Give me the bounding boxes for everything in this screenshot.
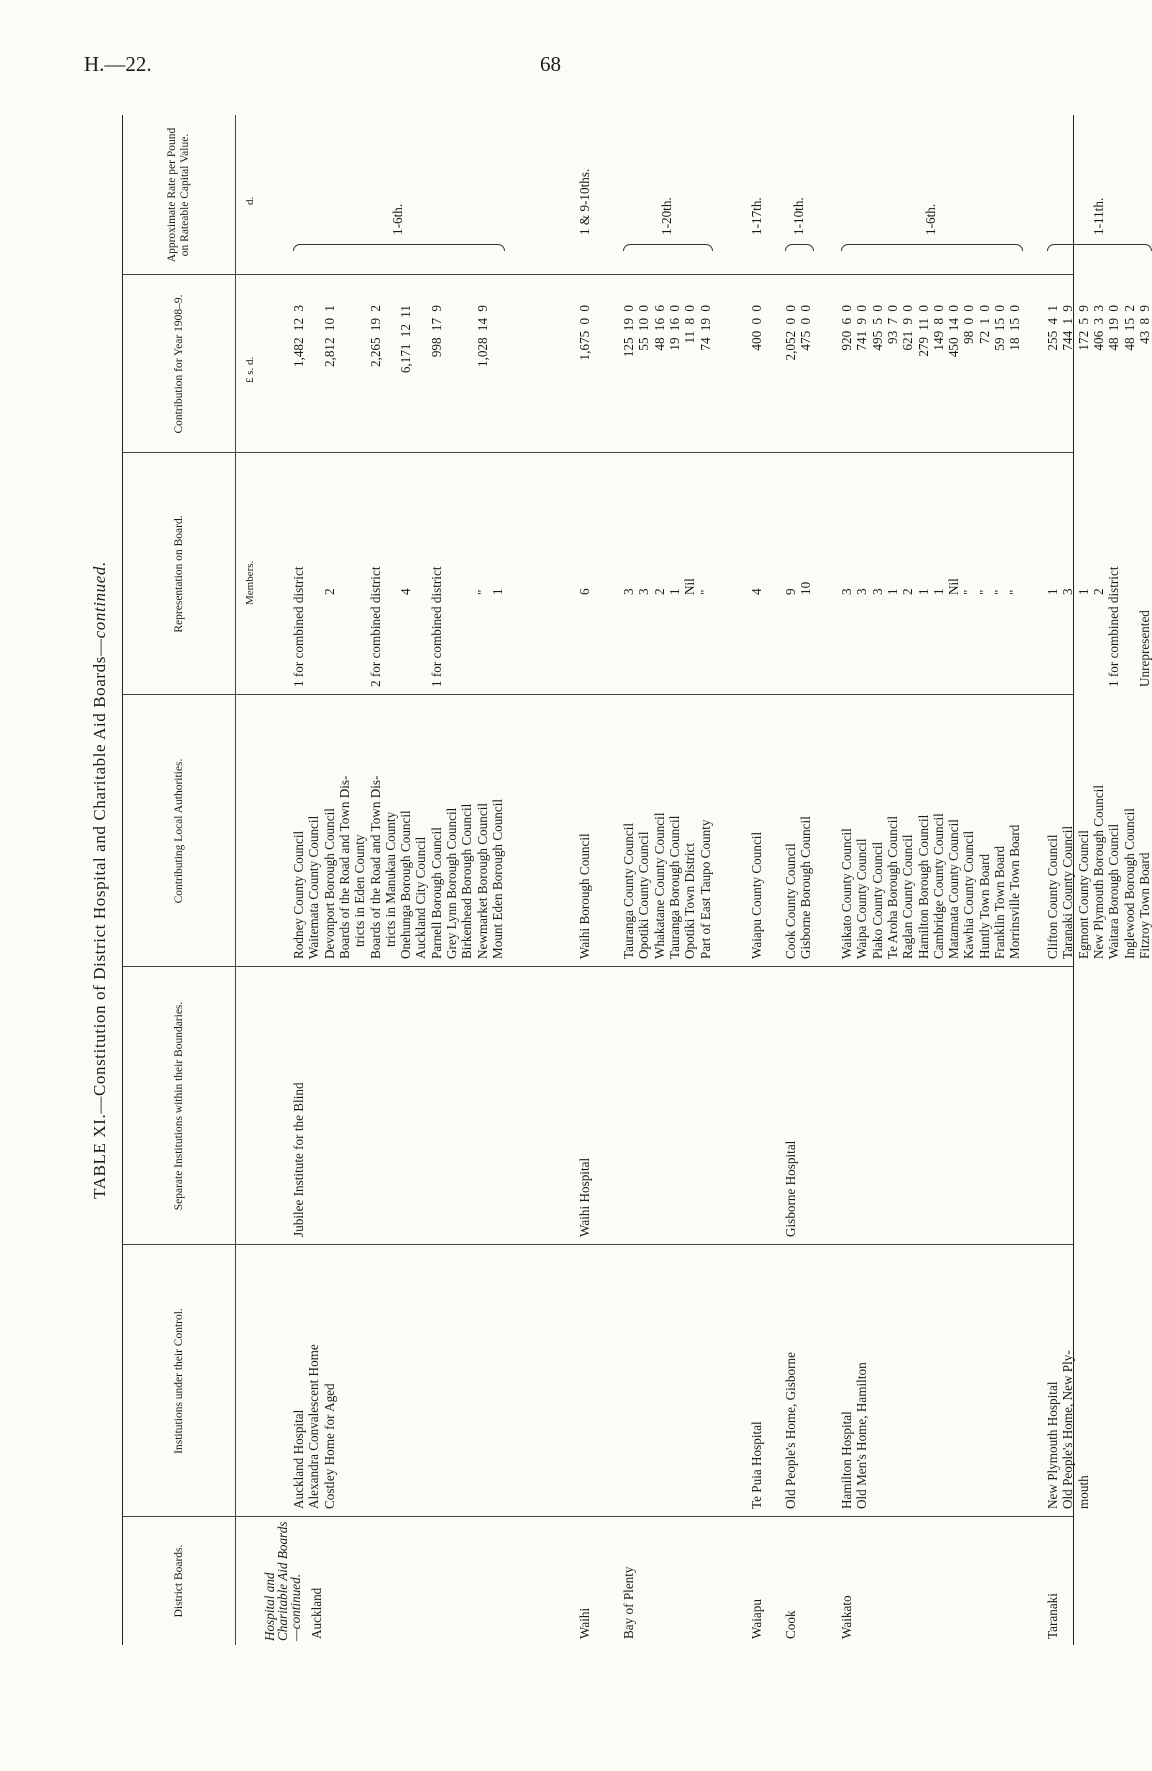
contribution-value: 18 15 0 — [1007, 305, 1023, 351]
institution-name: Te Puia Hospital — [749, 1421, 764, 1509]
local-authority: Devonport Borough Council — [321, 808, 337, 959]
contribution-value: 98 0 0 — [961, 305, 977, 344]
rate-value: 1-20th. — [659, 197, 675, 235]
local-authority: Opotiki Town District — [682, 842, 698, 959]
representation-value: Nil — [946, 578, 962, 595]
representation-value: " — [992, 589, 1007, 595]
district-name: Waiapu — [749, 1599, 764, 1639]
contribution-value: 920 6 0 — [839, 305, 854, 351]
representation-value: 3 — [1060, 588, 1076, 595]
contribution-value: 406 3 3 — [1090, 305, 1106, 351]
rate-value: 1-6th. — [390, 203, 406, 235]
local-authority: Birkenhead Borough Council — [459, 803, 475, 959]
local-authority: Waihi Borough Council — [577, 833, 592, 959]
local-authority: Newmarket Borough Council — [474, 802, 490, 959]
representation-value: Unrepresented — [1136, 610, 1152, 687]
local-authority: tricts in Manukau County — [382, 811, 398, 947]
local-authority: Waikato County Council — [839, 828, 854, 959]
representation-value: Nil — [682, 578, 698, 595]
contribution-value: 621 9 0 — [900, 305, 916, 351]
contribution-value: 93 7 0 — [884, 305, 900, 344]
table-title — [92, 115, 107, 1645]
local-authority: Cook County Council — [783, 843, 798, 959]
local-authority: Parnell Borough Council — [428, 827, 444, 959]
local-authority: Egmont County Council — [1075, 830, 1091, 959]
page-code: H.—22. — [84, 52, 152, 76]
contribution-value: 43 8 9 — [1136, 305, 1152, 344]
contribution-value: 72 1 0 — [976, 305, 992, 344]
representation-value: 3 — [636, 588, 652, 595]
institution-name: Old People's Home, Gisborne — [783, 1352, 798, 1509]
contribution-value: 495 5 0 — [869, 305, 885, 351]
constitution-table — [122, 115, 1152, 1645]
rate-value: 1 & 9-10ths. — [577, 168, 592, 235]
representation-value: " — [976, 589, 992, 595]
local-authority: Huntly Town Board — [976, 853, 992, 959]
local-authority: Matamata County Council — [946, 819, 962, 959]
column-rule — [123, 1244, 1073, 1245]
local-authority: Inglewood Borough Council — [1121, 808, 1137, 959]
subhead-money: £ s. d. — [244, 356, 256, 383]
representation-value: " — [961, 589, 977, 595]
contribution-value: 149 8 0 — [930, 305, 946, 351]
institution-name: Auckland Hospital — [291, 1409, 306, 1509]
local-authority: Opotiki County Council — [636, 831, 652, 959]
contribution-value: 55 10 0 — [636, 305, 652, 351]
column-rule — [123, 694, 1073, 695]
local-authority: Tauranga Borough Council — [666, 815, 682, 959]
institution-name: Old Men's Home, Hamilton — [854, 1362, 870, 1509]
header-rule — [235, 115, 236, 1645]
column-rule — [123, 274, 1073, 275]
representation-value: " — [474, 589, 490, 595]
institution-name: Alexandra Convalescent Home — [306, 1344, 322, 1509]
group-brace — [785, 244, 814, 251]
local-authority: tricts in Eden County — [352, 834, 368, 947]
header-authorities: Contributing Local Authorities. — [172, 758, 185, 904]
rate-value: 1-6th. — [923, 203, 939, 235]
representation-value: 3 — [621, 588, 636, 595]
contribution-value: 2,812 10 1 — [321, 305, 337, 368]
contribution-value: 475 0 0 — [798, 305, 814, 351]
district-name: Waihi — [577, 1607, 592, 1639]
subhead-members: Members. — [244, 560, 256, 605]
contribution-value: 450 14 0 — [946, 305, 962, 358]
local-authority: Mount Eden Borough Council — [489, 798, 505, 959]
local-authority: Taranaki County Council — [1060, 825, 1076, 959]
representation-value: " — [1007, 589, 1023, 595]
institution-name: Costley Home for Aged — [321, 1383, 337, 1509]
local-authority: Auckland City Council — [413, 836, 429, 959]
local-authority: Clifton County Council — [1045, 834, 1060, 959]
table-title-suffix: continued. — [90, 561, 109, 639]
representation-value: 1 — [489, 588, 505, 595]
local-authority: Waitemata County Council — [306, 815, 322, 959]
representation-value: 2 — [900, 588, 916, 595]
contribution-value: 74 19 0 — [697, 305, 713, 351]
local-authority: Whakatane County Council — [651, 812, 667, 959]
contribution-value: 6,171 12 11 — [398, 305, 414, 374]
contribution-value: 48 16 6 — [651, 305, 667, 351]
representation-value: 1 — [666, 588, 682, 595]
local-authority: Waitara Borough Council — [1106, 823, 1122, 959]
contribution-value: 48 15 2 — [1121, 305, 1137, 351]
local-authority: Tauranga County Council — [621, 822, 636, 959]
contribution-value: 11 8 0 — [682, 305, 698, 344]
local-authority: Waiapu County Council — [749, 831, 764, 959]
subhead-pence: d. — [244, 196, 256, 205]
contribution-value: 172 5 9 — [1075, 305, 1091, 351]
group-brace — [623, 244, 713, 251]
contribution-value: 2,052 0 0 — [783, 305, 798, 361]
header-district: District Boards. — [172, 1544, 185, 1618]
contribution-value: 2,265 19 2 — [367, 305, 383, 368]
local-authority: Kawhia County Council — [961, 830, 977, 959]
district-name: Waikato — [839, 1595, 854, 1639]
local-authority: New Plymouth Borough Council — [1090, 784, 1106, 959]
representation-value: 3 — [869, 588, 885, 595]
representation-value: 2 — [651, 588, 667, 595]
institution-name: mouth — [1075, 1475, 1091, 1509]
institution-name: Old People's Home, New Ply- — [1060, 1350, 1076, 1509]
representation-value: 1 — [1045, 588, 1060, 595]
district-name: Auckland — [309, 1587, 324, 1639]
local-authority: Morrinsville Town Board — [1007, 824, 1023, 959]
header-institutions: Institutions under their Control. — [172, 1308, 185, 1454]
header-representation: Representation on Board. — [172, 515, 185, 633]
separate-institution: Gisborne Hospital — [783, 1140, 798, 1237]
contribution-value: 48 19 0 — [1106, 305, 1122, 351]
contribution-value: 1,675 0 0 — [577, 305, 592, 361]
representation-value: 2 — [321, 588, 337, 595]
representation-value: 1 — [884, 588, 900, 595]
column-rule — [123, 1516, 1073, 1517]
representation-value: 10 — [798, 581, 814, 595]
group-brace — [293, 244, 505, 251]
page-number: 68 — [540, 52, 561, 76]
institution-name: Hamilton Hospital — [839, 1411, 854, 1509]
table-title-main: TABLE XI.—Constitution of District Hospital and Charitable Aid Boards— — [90, 638, 109, 1199]
rate-value: 1-17th. — [749, 197, 764, 235]
local-authority: Boards of the Road and Town Dis- — [336, 775, 352, 959]
local-authority: Fitzroy Town Board — [1136, 852, 1152, 959]
group-brace — [841, 244, 1023, 251]
district-name: Taranaki — [1045, 1593, 1060, 1639]
contribution-value: 998 17 9 — [428, 305, 444, 358]
group-brace — [1047, 244, 1152, 251]
contribution-value: 1,482 12 3 — [291, 305, 306, 368]
local-authority: Raglan County Council — [900, 834, 916, 959]
representation-value: 2 for combined district — [367, 566, 383, 687]
representation-value: 3 — [839, 588, 854, 595]
local-authority: Te Aroha Borough Council — [884, 815, 900, 959]
representation-value: 3 — [854, 588, 870, 595]
local-authority: Franklin Town Board — [992, 845, 1007, 959]
contribution-value: 741 9 0 — [854, 305, 870, 351]
representation-value: 1 — [1075, 588, 1091, 595]
rotated-table-block — [90, 115, 1152, 1645]
contribution-value: 125 19 0 — [621, 305, 636, 358]
local-authority: Waipa County Council — [854, 838, 870, 959]
contribution-value: 59 15 0 — [992, 305, 1007, 351]
local-authority: Boards of the Road and Town Dis- — [367, 775, 383, 959]
representation-value: 1 for combined district — [291, 566, 306, 687]
representation-value: 6 — [577, 588, 592, 595]
representation-value: 1 for combined district — [428, 566, 444, 687]
institution-name: New Plymouth Hospital — [1045, 1381, 1060, 1509]
column-rule — [123, 452, 1073, 453]
header-separate: Separate Institutions within their Boundaries. — [172, 1001, 185, 1211]
contribution-value: 19 16 0 — [666, 305, 682, 351]
local-authority: Rodney County Council — [291, 830, 306, 959]
local-authority: Gisborne Borough Council — [798, 816, 814, 959]
contribution-value: 744 1 9 — [1060, 305, 1076, 351]
contribution-value: 400 0 0 — [749, 305, 764, 351]
representation-value: 4 — [398, 588, 414, 595]
contribution-value: 1,028 14 9 — [474, 305, 490, 368]
representation-value: 4 — [749, 588, 764, 595]
header-contribution: Contribution for Year 1908–9. — [172, 294, 185, 434]
section-heading: Hospital and Charitable Aid Boards—continued. — [262, 1521, 303, 1641]
contribution-value: 279 11 0 — [915, 305, 931, 357]
local-authority: Onehunga Borough Council — [398, 810, 414, 959]
local-authority: Cambridge County Council — [930, 813, 946, 959]
representation-value: 1 for combined district — [1106, 566, 1122, 687]
local-authority: Hamilton Borough Council — [915, 814, 931, 959]
representation-value: 1 — [915, 588, 931, 595]
contribution-value: 255 4 1 — [1045, 305, 1060, 351]
representation-value: " — [697, 589, 713, 595]
header-rate: Approximate Rate per Pound on Rateable Capital Value. — [166, 127, 191, 263]
local-authority: Piako County Council — [869, 841, 885, 959]
local-authority: Part of East Taupo County — [697, 819, 713, 959]
rate-value: 1-11th. — [1090, 197, 1106, 235]
representation-value: 1 — [930, 588, 946, 595]
district-name: Bay of Plenty — [621, 1566, 636, 1639]
separate-institution: Waihi Hospital — [577, 1157, 592, 1237]
local-authority: Grey Lynn Borough Council — [444, 807, 459, 959]
district-name: Cook — [783, 1610, 798, 1639]
representation-value: 9 — [783, 588, 798, 595]
column-rule — [123, 966, 1073, 967]
rate-value: 1-10th. — [790, 197, 806, 235]
representation-value: 2 — [1090, 588, 1106, 595]
separate-institution: Jubilee Institute for the Blind — [291, 1082, 306, 1237]
